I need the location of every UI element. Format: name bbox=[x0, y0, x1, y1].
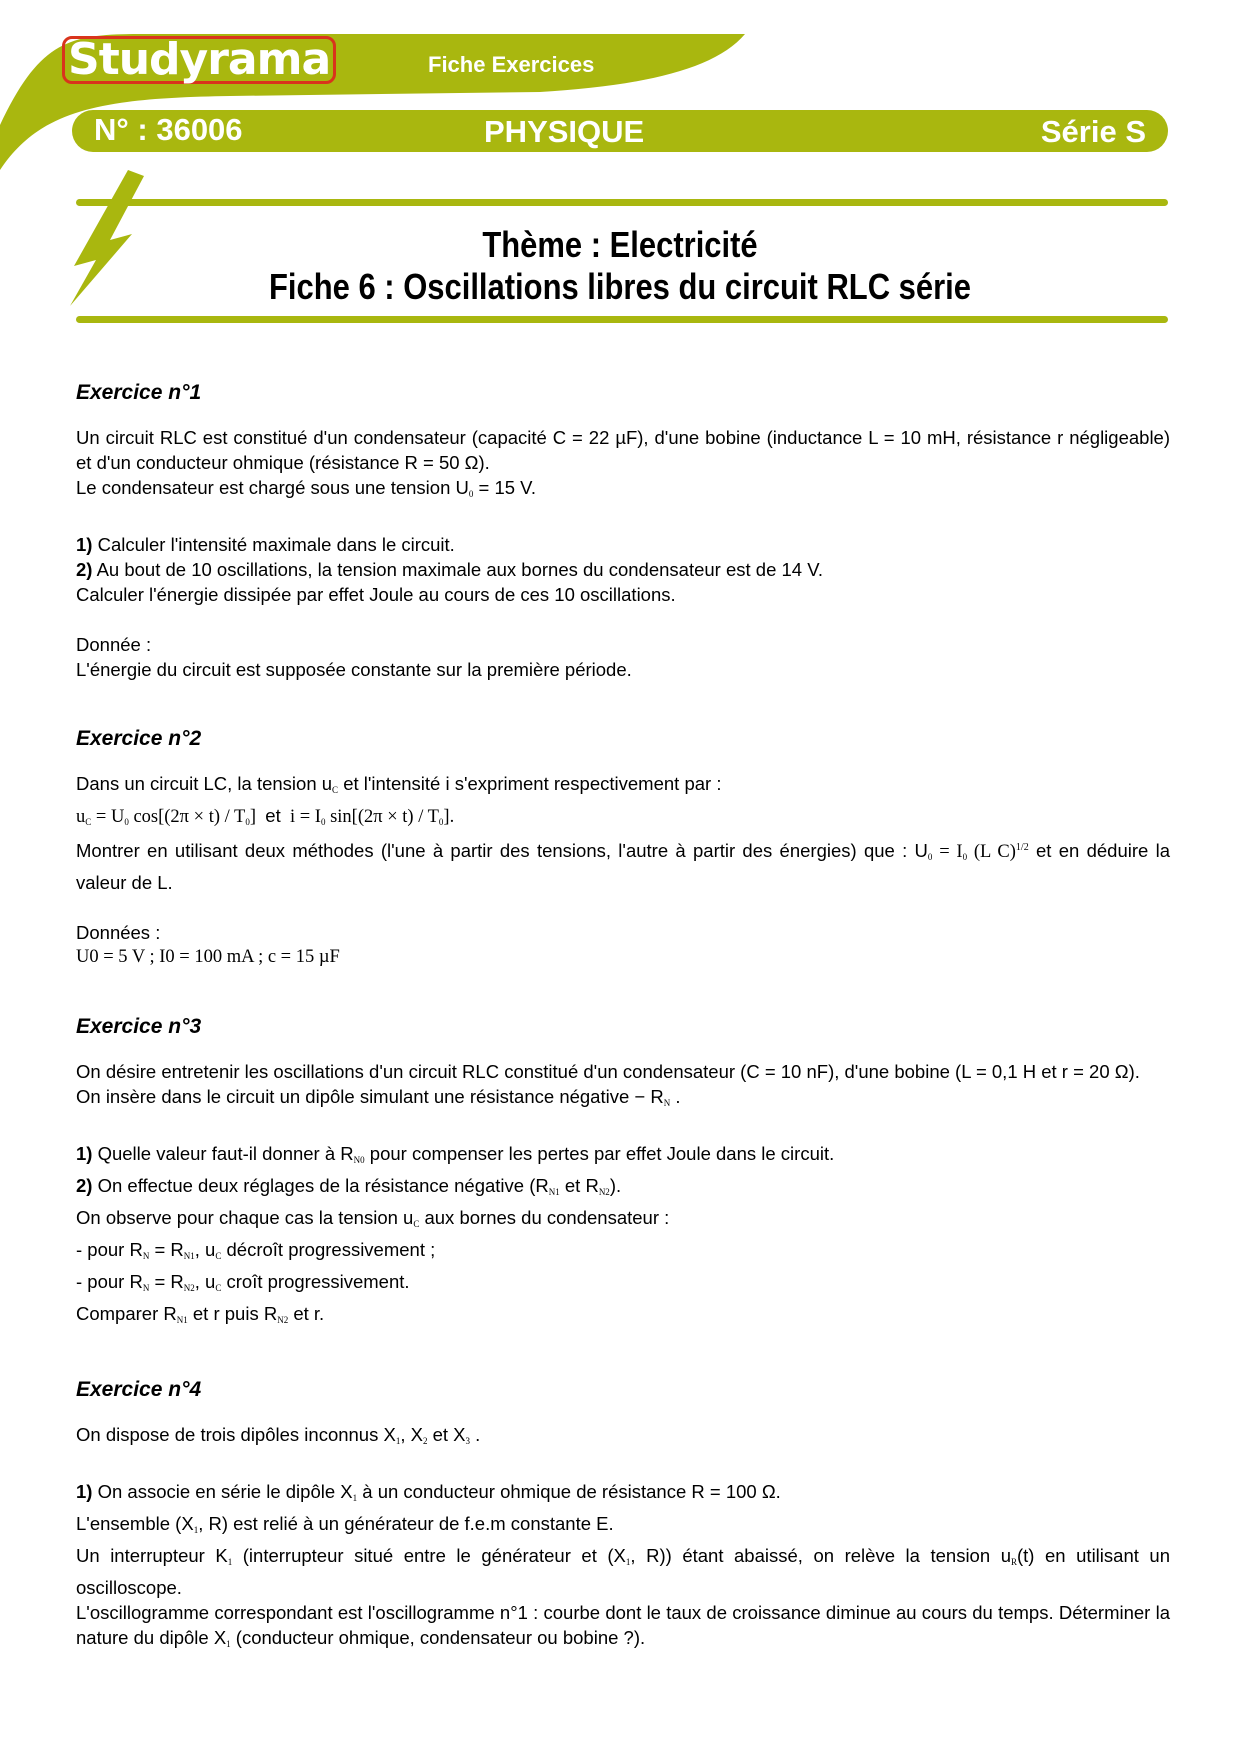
paragraph: U0 = 5 V ; I0 = 100 mA ; c = 15 µF bbox=[76, 947, 340, 968]
exercise-content bbox=[76, 380, 1170, 1701]
paragraph: Calculer l'énergie dissipée par effet Joule au cours de ces 10 oscillations. bbox=[76, 584, 676, 605]
paragraph: On observe pour chaque cas la tension $u_C$ aux bornes du condensateur : bbox=[76, 1207, 670, 1230]
question: 1) Quelle valeur faut-il donner à $R_{N0}$ pour compenser les pertes par effet Joule dans le circuit. bbox=[76, 1143, 835, 1166]
question: 2) On effectue deux réglages de la résistance négative ($R_{N1}$ et $R_{N2}$). bbox=[76, 1175, 622, 1198]
paragraph: L'énergie du circuit est supposée constante sur la première période. bbox=[76, 659, 632, 680]
paragraph: Comparer $R_{N1}$ et r puis $R_{N2}$ et r. bbox=[76, 1303, 325, 1326]
question: 1) On associe en série le dipôle $X_1$ à un conducteur ohmique de résistance R = 100 Ω. bbox=[76, 1481, 781, 1504]
title-rule-top bbox=[76, 199, 1168, 206]
exercise-4 bbox=[76, 1377, 1170, 1657]
paragraph: L'oscillogramme correspondant est l'oscillogramme n°1 : courbe dont le taux de croissance diminue au cours du temps. Déterminer la nature du dipôle $X_1$ (conducteur ohmique, condensateur ou bobine ?). bbox=[76, 1602, 1170, 1650]
exercise-1 bbox=[76, 380, 1170, 682]
fiche-title: Fiche 6 : Oscillations libres du circuit RLC série bbox=[269, 266, 971, 307]
title-rule-bottom bbox=[76, 316, 1168, 323]
paragraph: Le condensateur est chargé sous une tension $U_0 = 15$ V. bbox=[76, 477, 536, 499]
logo-ring: Studyrama bbox=[62, 36, 336, 84]
exercise-title: Exercice n°4 bbox=[76, 1378, 202, 1402]
theme-title: Thème : Electricité bbox=[482, 224, 758, 265]
question: 2) Au bout de 10 oscillations, la tension maximale aux bornes du condensateur est de 14 V. bbox=[76, 559, 823, 580]
exercise-3 bbox=[76, 1014, 1170, 1333]
equation: $u_C = U_0$ $\cos[(2\pi \times t) / T_0]$ et $i = I_0$ $\sin[(2\pi \times t) / T_0]$. bbox=[76, 805, 455, 827]
data-label: Données : bbox=[76, 922, 161, 944]
list-item: - pour $R_N = R_{N2}$, $u_C$ croît progressivement. bbox=[76, 1271, 410, 1294]
subject: PHYSIQUE bbox=[484, 114, 645, 149]
question: Montrer en utilisant deux méthodes (l'une à partir des tensions, l'autre à partir des énergies) que : $U_0 = I_0$ (L C)$^{1/2}$ et en déduire la valeur de L. bbox=[76, 840, 1170, 894]
paragraph: On désire entretenir les oscillations d'un circuit RLC constitué d'un condensateur (C = 10 nF), d'une bobine (L = 0,1 H et r = 20 Ω). bbox=[76, 1061, 1140, 1083]
exercise-title: Exercice n°2 bbox=[76, 727, 202, 750]
studyrama-logo bbox=[62, 34, 336, 85]
fiche-type: Fiche Exercices bbox=[428, 52, 595, 77]
list-item: - pour $R_N = R_{N1}$, $u_C$ décroît progressivement ; bbox=[76, 1239, 436, 1262]
exercise-title: Exercice n°3 bbox=[76, 1015, 202, 1039]
paragraph: On insère dans le circuit un dipôle simulant une résistance négative − $R_N$ . bbox=[76, 1086, 681, 1109]
paragraph: Dans un circuit LC, la tension $u_C$ et l'intensité i s'expriment respectivement par : bbox=[76, 773, 722, 795]
data-label: Donnée : bbox=[76, 634, 152, 655]
sheet-number: N° : 36006 bbox=[94, 112, 243, 147]
serie: Série S bbox=[1040, 114, 1146, 149]
paragraph: On dispose de trois dipôles inconnus $X_1$, $X_2$ et $X_3$ . bbox=[76, 1424, 481, 1447]
paragraph: Un circuit RLC est constitué d'un condensateur (capacité C = 22 µF), d'une bobine (inductance L = 10 mH, résistance r négligeable) et d'un conducteur ohmique (résistance R = 50 Ω). bbox=[76, 427, 1170, 473]
paragraph: L'ensemble ($X_1$, R) est relié à un générateur de f.e.m constante E. bbox=[76, 1513, 614, 1536]
exercise-2 bbox=[76, 726, 1170, 970]
question: 1) Calculer l'intensité maximale dans le circuit. bbox=[76, 534, 455, 555]
paragraph: Un interrupteur $K_1$ (interrupteur situé entre le générateur et ($X_1$, R)) étant abaissé, on relève la tension $u_R(t)$ en utilisant un oscilloscope. bbox=[76, 1545, 1170, 1599]
info-band bbox=[72, 110, 1168, 152]
exercise-title: Exercice n°1 bbox=[76, 381, 202, 404]
